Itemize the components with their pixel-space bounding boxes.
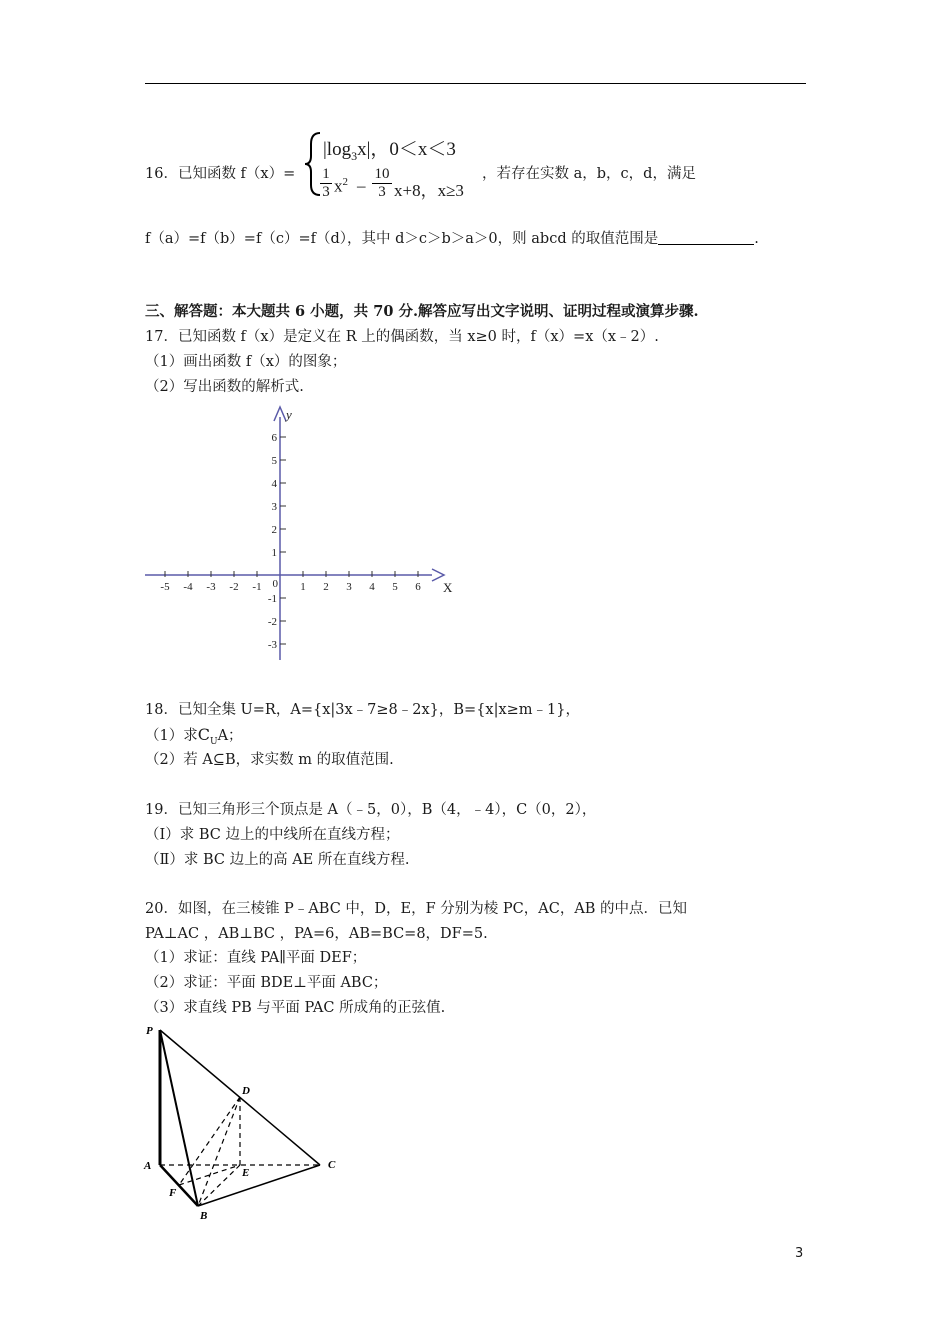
q17-stem: 17．已知函数 f（x）是定义在 R 上的偶函数，当 x≥0 时，f（x）=x（x﹣2）.: [145, 329, 659, 345]
frac-10-3: $\frac{10}{3}$: [372, 166, 392, 201]
x-tick-label: 4: [369, 581, 375, 593]
q17-part2: （2）写出函数的解析式.: [145, 379, 304, 395]
frac-1-3: $\frac{1}{3}$: [320, 166, 332, 201]
page-number: 3: [795, 1246, 804, 1261]
label-E: E: [242, 1167, 250, 1179]
x-tick-label: 3: [346, 581, 352, 593]
q17-coordinate-grid: [140, 405, 460, 665]
x-tick-label: -4: [183, 581, 193, 593]
label-P: P: [146, 1025, 153, 1037]
q18-part2: （2）若 A⊆B，求实数 m 的取值范围.: [145, 752, 394, 768]
y-tick-label: -2: [267, 616, 277, 628]
edge-AB: [160, 1165, 198, 1206]
y-tick-label: 5: [271, 455, 277, 467]
q20-stem-line1: 20．如图，在三棱锥 P﹣ABC 中，D，E，F 分别为棱 PC，AC，AB 的中点．已知: [145, 901, 688, 917]
q20-part2: （2）求证：平面 BDE⊥平面 ABC；: [145, 975, 388, 991]
segment-DF: [179, 1097, 240, 1185]
header-rule: [145, 83, 806, 84]
x-tick-label: -5: [160, 581, 170, 593]
segment-BE: [198, 1165, 240, 1206]
q19-part2: （Ⅱ）求 BC 边上的高 AE 所在直线方程.: [145, 852, 410, 868]
x-tick-label: 6: [415, 581, 421, 593]
q16-line2: f（a）=f（b）=f（c）=f（d），其中 d＞c＞b＞a＞0，则 abcd 的取值范围是 .: [145, 231, 759, 247]
x-axis-label: X: [443, 580, 453, 595]
q16-case1: $|\log_3x|$，0＜x＜3: [323, 139, 456, 163]
section-3-heading: 三、解答题：本大题共 6 小题，共 70 分.解答应写出文字说明、证明过程或演算步骤.: [145, 303, 699, 320]
label-F: F: [169, 1187, 177, 1199]
q20-stem-line2: PA⊥AC ，AB⊥BC ，PA=6，AB=BC=8，DF=5.: [145, 926, 488, 942]
y-tick-label: 6: [271, 432, 277, 444]
y-tick-label: 4: [271, 478, 277, 490]
y-tick-label: -1: [267, 593, 277, 605]
x-tick-label: 5: [392, 581, 398, 593]
x-tick-label: 1: [300, 581, 306, 593]
y-tick-label: 3: [271, 501, 277, 513]
label-B: B: [200, 1210, 208, 1222]
q20-pyramid-figure: [140, 1020, 350, 1225]
edge-BC: [198, 1165, 320, 1206]
y-tick-label: 2: [271, 524, 277, 536]
segment-BD: [198, 1097, 240, 1206]
q19-stem: 19．已知三角形三个顶点是 A（﹣5，0），B（4，﹣4），C（0，2），: [145, 802, 597, 818]
q16-prefix: 16．已知函数 f（x）=: [145, 166, 296, 182]
q16-suffix: ，若存在实数 a，b，c，d，满足: [482, 166, 696, 182]
q19-part1: （Ⅰ）求 BC 边上的中线所在直线方程；: [145, 827, 400, 843]
answer-blank: [658, 230, 754, 245]
x-tick-label: 2: [323, 581, 329, 593]
label-C: C: [328, 1159, 336, 1171]
q17-part1: （1）画出函数 f（x）的图象；: [145, 354, 347, 370]
x-tick-label: -3: [206, 581, 216, 593]
y-tick-label: 1: [271, 547, 277, 559]
y-tick-label: -3: [267, 639, 277, 651]
label-A: A: [144, 1160, 152, 1172]
y-axis-label: y: [286, 407, 292, 422]
q20-part1: （1）求证：直线 PA∥平面 DEF；: [145, 950, 367, 966]
origin-label: 0: [272, 578, 278, 590]
q18-stem: 18．已知全集 U=R，A={x|3x﹣7≥8﹣2x}，B={x|x≥m﹣1}，: [145, 702, 581, 718]
label-D: D: [242, 1085, 250, 1097]
q18-part1: （1）求$C_UA$；: [145, 725, 243, 747]
x-tick-label: -1: [252, 581, 262, 593]
q20-part3: （3）求直线 PB 与平面 PAC 所成角的正弦值.: [145, 1000, 446, 1016]
x-tick-label: -2: [229, 581, 239, 593]
